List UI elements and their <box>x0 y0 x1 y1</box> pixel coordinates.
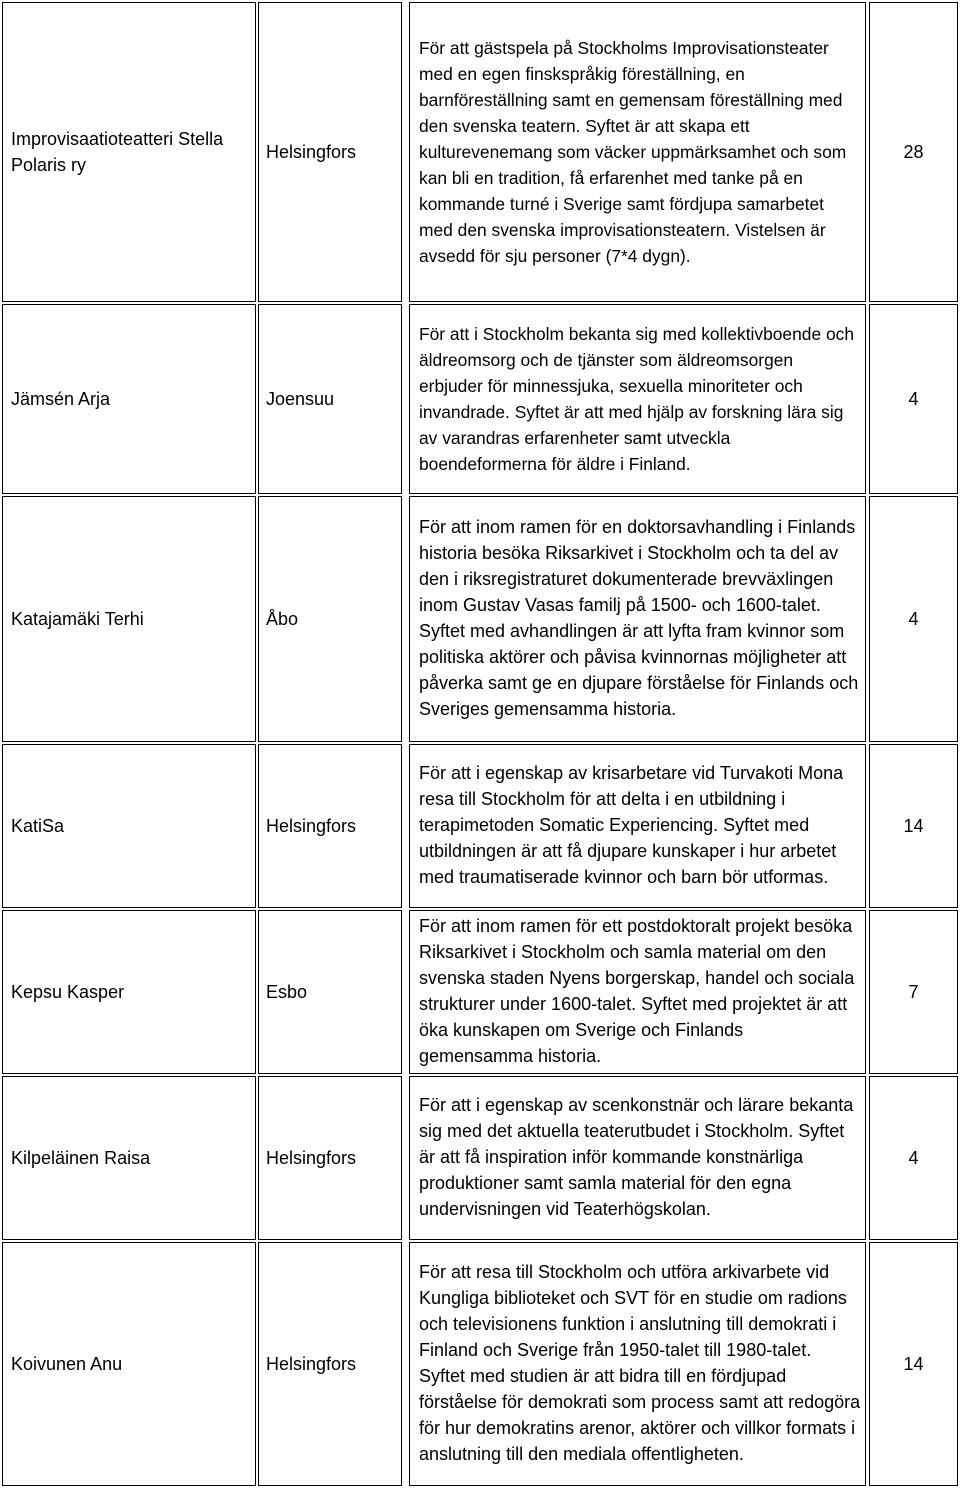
grant-description: För att resa till Stockholm och utföra arkivarbete vid Kungliga biblioteket och SVT för en studie om radions och televisionens funktion i anslutning till demokrati i Finland och Sverige från 1950-talet till 1980-talet. Syftet med studien är att bidra till en fördjupad förståelse för demokrati som process samt att redogöra för hur demokratins arenor, aktörer och villkor formats i anslutning till den mediala offentligheten. <box>419 1262 861 1464</box>
applicant-city: Esbo <box>266 982 308 1002</box>
table-cell-description <box>409 496 866 742</box>
grant-days: 4 <box>908 609 919 629</box>
table-cell-name <box>2 304 256 494</box>
grant-description: För att gästspela på Stockholms Improvisationsteater med en egen finskspråkig föreställning, en barnföreställning samt en gemensam föreställning med den svenska teatern. Syftet är att skapa ett kulturevenemang som väcker uppmärksamhet och som kan bli en tradition, få erfarenhet med tanke på en kommande turné i Sverige samt fördjupa samarbetet med den svenska improvisationsteatern. Vistelsen är avsedd för sju personer (7*4 dygn). <box>419 38 847 266</box>
applicant-name: Kepsu Kasper <box>11 982 125 1002</box>
grant-description: För att i egenskap av krisarbetare vid Turvakoti Mona resa till Stockholm för att delta i en utbildning i terapimetoden Somatic Experiencing. Syftet med utbildningen är att få djupare kunskaper i hur arbetet med traumatiserade kvinnor och barn bör utformas. <box>419 763 844 887</box>
table-cell-name <box>2 744 256 908</box>
table-cell-number <box>869 1076 958 1240</box>
grant-description: För att inom ramen för en doktorsavhandling i Finlands historia besöka Riksarkivet i Stockholm och ta del av den i riksregistraturet dokumenterade brevväxlingen inom Gustav Vasas familj på 1500- och 1600-talet. Syftet med avhandlingen är att lyfta fram kvinnor som politiska aktörer och påvisa kvinnornas möjligheter att påverka samt ge en djupare förståelse för Finlands och Sveriges gemensamma historia. <box>419 517 859 719</box>
applicant-city: Åbo <box>266 609 299 629</box>
table-cell-number <box>869 1242 958 1486</box>
table-cell-number <box>869 2 958 302</box>
table-cell-description <box>409 304 866 494</box>
applicant-city: Joensuu <box>266 389 335 409</box>
table-cell-number <box>869 910 958 1074</box>
table-cell-name <box>2 496 256 742</box>
table-cell-name <box>2 2 256 302</box>
grant-description: För att i egenskap av scenkonstnär och lärare bekanta sig med det aktuella teaterutbudet i Stockholm. Syftet är att få inspiration inför kommande konstnärliga produktioner samt samla material för den egna undervisningen vid Teaterhögskolan. <box>419 1095 854 1219</box>
grant-days: 14 <box>903 816 924 836</box>
applicant-city: Helsingfors <box>266 142 357 162</box>
applicant-name: Koivunen Anu <box>11 1354 123 1374</box>
grant-table <box>2 2 958 1486</box>
table-cell-number <box>869 496 958 742</box>
table-cell-city <box>258 910 402 1074</box>
table-cell-number <box>869 744 958 908</box>
table-cell-city <box>258 1242 402 1486</box>
table-cell-description <box>409 2 866 302</box>
table-cell-name <box>2 1076 256 1240</box>
applicant-name: Jämsén Arja <box>11 389 111 409</box>
applicant-name: Improvisaatioteatteri Stella Polaris ry <box>11 129 224 175</box>
grant-description: För att i Stockholm bekanta sig med kollektivboende och äldreomsorg och de tjänster som äldreomsorgen erbjuder för minnessjuka, sexuella minoriteter och invandrade. Syftet är att med hjälp av forskning lära sig av varandras erfarenheter samt utveckla boendeformerna för äldre i Finland. <box>419 324 854 474</box>
applicant-name: Katajamäki Terhi <box>11 609 144 629</box>
table-cell-city <box>258 1076 402 1240</box>
applicant-name: Kilpeläinen Raisa <box>11 1148 151 1168</box>
table-cell-city <box>258 2 402 302</box>
table-cell-name <box>2 910 256 1074</box>
grant-days: 4 <box>908 1148 919 1168</box>
table-cell-description <box>409 744 866 908</box>
grant-days: 14 <box>903 1354 924 1374</box>
applicant-city: Helsingfors <box>266 816 357 836</box>
table-cell-number <box>869 304 958 494</box>
table-cell-description <box>409 1242 866 1486</box>
applicant-name: KatiSa <box>11 816 65 836</box>
grant-description: För att inom ramen för ett postdoktoralt projekt besöka Riksarkivet i Stockholm och samla material om den svenska staden Nyens borgerskap, handel och sociala strukturer under 1600-talet. Syftet med projektet är att öka kunskapen om Sverige och Finlands gemensamma historia. <box>419 916 855 1066</box>
grant-days: 28 <box>903 142 924 162</box>
applicant-city: Helsingfors <box>266 1148 357 1168</box>
grant-days: 7 <box>908 982 919 1002</box>
table-cell-description <box>409 1076 866 1240</box>
grant-days: 4 <box>908 389 919 409</box>
applicant-city: Helsingfors <box>266 1354 357 1374</box>
table-cell-city <box>258 744 402 908</box>
table-cell-city <box>258 304 402 494</box>
table-cell-city <box>258 496 402 742</box>
table-cell-name <box>2 1242 256 1486</box>
table-cell-description <box>409 910 866 1074</box>
